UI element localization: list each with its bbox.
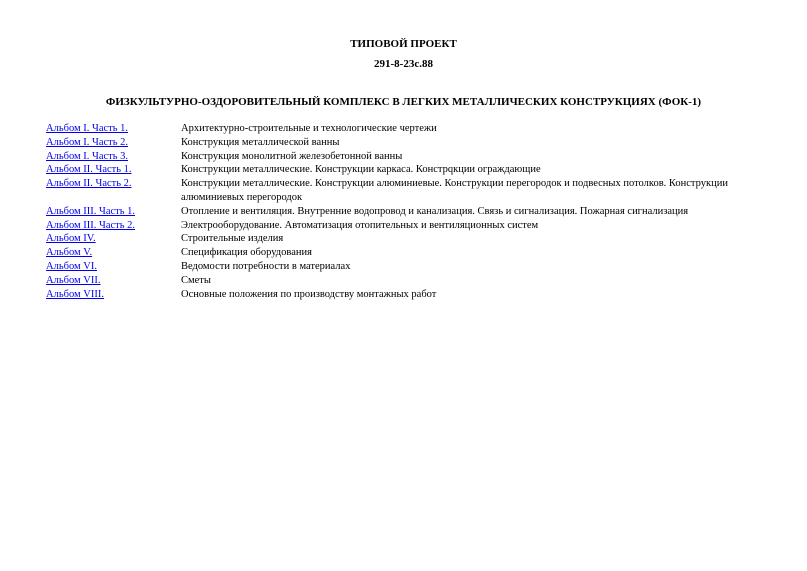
album-description: Конструкция монолитной железобетонной ванны — [181, 150, 403, 162]
album-link[interactable]: Альбом I. Часть 3. — [46, 150, 129, 162]
album-link[interactable]: Альбом VII. — [46, 274, 101, 286]
album-row — [46, 274, 771, 288]
album-row — [46, 122, 771, 136]
project-title: ФИЗКУЛЬТУРНО-ОЗДОРОВИТЕЛЬНЫЙ КОМПЛЕКС В ЛЕГКИХ МЕТАЛЛИЧЕСКИХ КОНСТРУКЦИЯХ (ФОК-1) — [105, 96, 702, 108]
album-link[interactable]: Альбом VIII. — [46, 288, 104, 300]
album-row — [46, 260, 771, 274]
album-row — [46, 288, 771, 302]
album-description: Основные положения по производству монтажных работ — [181, 288, 437, 300]
album-description: Сметы — [181, 274, 211, 286]
album-row — [46, 163, 771, 177]
album-description: Конструкции металлические. Конструкции каркаса. Констрqкции ограждающие — [181, 164, 541, 176]
album-row — [46, 232, 771, 246]
album-description: Архитектурно-строительные и технологические чертежи — [181, 123, 437, 134]
album-description: Конструкции металлические. Конструкции алюминиевые. Конструкции перегородок и подвесных потолков. Конструкции алюминиевых перегородок — [181, 178, 728, 203]
album-link[interactable]: Альбом IV. — [46, 233, 96, 245]
album-row — [46, 150, 771, 164]
album-description: Спецификация оборудования — [181, 247, 312, 259]
album-link[interactable]: Альбом V. — [46, 247, 93, 259]
album-link[interactable]: Альбом I. Часть 1. — [46, 123, 129, 134]
album-row — [46, 205, 771, 219]
album-description: Строительные изделия — [181, 233, 284, 245]
album-link[interactable]: Альбом III. Часть 1. — [46, 205, 136, 217]
album-link[interactable]: Альбом II. Часть 2. — [46, 178, 132, 190]
album-link[interactable]: Альбом I. Часть 2. — [46, 136, 129, 148]
album-link[interactable]: Альбом III. Часть 2. — [46, 219, 136, 231]
album-row — [46, 177, 771, 205]
album-description: Отопление и вентиляция. Внутренние водопровод и канализация. Связь и сигнализация. Пожарная сигнализация — [181, 205, 689, 217]
album-description: Электрооборудование. Автоматизация отопительных и вентиляционных систем — [181, 219, 539, 231]
album-link[interactable]: Альбом II. Часть 1. — [46, 164, 132, 176]
project-code: 291-8-23с.88 — [374, 58, 433, 70]
document-type-heading: ТИПОВОЙ ПРОЕКТ — [350, 38, 457, 50]
album-list — [46, 122, 771, 301]
album-description: Конструкция металлической ванны — [181, 136, 340, 148]
album-link[interactable]: Альбом VI. — [46, 260, 97, 272]
album-row — [46, 219, 771, 233]
album-row — [46, 136, 771, 150]
album-description: Ведомости потребности в материалах — [181, 260, 351, 272]
album-row — [46, 246, 771, 260]
